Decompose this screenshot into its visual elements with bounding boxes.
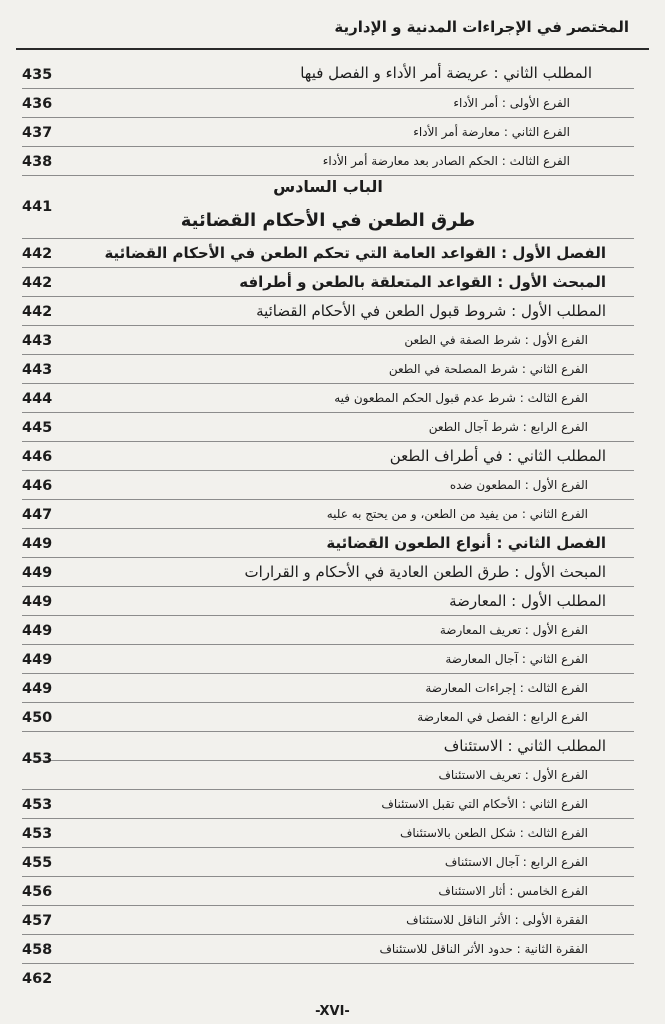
toc-row	[22, 674, 634, 703]
toc-row	[22, 558, 634, 587]
toc-page-number: 462	[22, 971, 53, 987]
toc-page-number: 458	[22, 942, 53, 958]
toc-row	[22, 935, 634, 964]
toc-entry-label: الفرع الأول : المطعون ضده	[449, 478, 588, 492]
toc-row	[22, 118, 634, 147]
toc-row	[22, 964, 634, 992]
toc-row	[22, 384, 634, 413]
toc-entry-label: الفرع الأولى : أمر الأداء	[453, 96, 570, 110]
toc-row	[22, 326, 634, 355]
toc-entry-label: الفرع الثاني : من يفيد من الطعن، و من يحتج به عليه	[326, 507, 588, 521]
toc-page-number: 453	[22, 751, 53, 767]
toc-page-number: 441	[22, 199, 53, 215]
toc-row	[22, 819, 634, 848]
toc-entry-label: المبحث الأول : طرق الطعن العادية في الأحكام و القرارات	[244, 563, 606, 581]
toc-entry-label: الفرع الخامس : أثار الاستئناف	[438, 884, 588, 898]
toc-page-number: 446	[22, 478, 53, 494]
toc-row	[22, 89, 634, 118]
toc-page-number: 443	[22, 362, 53, 378]
toc-page-number: 442	[22, 246, 53, 262]
toc-row	[22, 147, 634, 176]
toc-page-number: 453	[22, 797, 53, 813]
toc-page-number: 449	[22, 594, 53, 610]
toc-page-number: 446	[22, 449, 53, 465]
toc-page-number: 436	[22, 96, 53, 112]
toc-page-number: 447	[22, 507, 53, 523]
toc-row	[22, 297, 634, 326]
toc-entry-label: الفرع الأول : تعريف الاستئناف	[438, 768, 588, 782]
toc-entry-label: الفرع الرابع : شرط آجال الطعن	[428, 420, 588, 434]
part-heading: الباب السادس	[273, 177, 383, 196]
toc-row	[22, 198, 634, 239]
toc-entry-label: المطلب الثاني : في أطراف الطعن	[389, 447, 606, 465]
toc-entry-label: المطلب الأول : شروط قبول الطعن في الأحكام القضائية	[256, 302, 606, 320]
toc-entry-label: الفقرة الأولى : الأثر الناقل للاستئناف	[406, 913, 588, 927]
page-marker: -XVI-	[315, 1004, 350, 1019]
toc-page-number: 450	[22, 710, 53, 726]
toc-page-number: 457	[22, 913, 53, 929]
toc-row	[22, 587, 634, 616]
toc-page-number: 445	[22, 420, 53, 436]
toc-row	[22, 616, 634, 645]
part-heading-row	[22, 176, 634, 198]
toc-row	[22, 761, 634, 790]
toc-row	[22, 58, 634, 89]
toc-row	[22, 268, 634, 297]
table-of-contents	[22, 58, 634, 992]
toc-row	[22, 906, 634, 935]
toc-row	[22, 529, 634, 558]
toc-entry-label: الفرع الأول : شرط الصفة في الطعن	[404, 333, 588, 347]
toc-page-number: 442	[22, 304, 53, 320]
toc-row	[22, 500, 634, 529]
toc-page-number: 443	[22, 333, 53, 349]
toc-entry-label: الفصل الثاني : أنواع الطعون القضائية	[326, 534, 606, 552]
toc-entry-label: المبحث الأول : القواعد المتعلقة بالطعن و أطرافه	[239, 273, 606, 291]
toc-row	[22, 413, 634, 442]
toc-page-number: 449	[22, 536, 53, 552]
toc-entry-label: المطلب الثاني : عريضة أمر الأداء و الفصل فيها	[300, 64, 592, 82]
toc-entry-label: المطلب الثاني : الاستئناف	[443, 737, 606, 755]
toc-entry-label: الفصل الأول : القواعد العامة التي تحكم الطعن في الأحكام القضائية	[104, 244, 606, 262]
running-header	[16, 8, 649, 50]
toc-row	[22, 471, 634, 500]
toc-entry-label: الفرع الأول : تعريف المعارضة	[439, 623, 588, 637]
toc-entry-label: الفرع الثالث : شكل الطعن بالاستئناف	[399, 826, 588, 840]
book-title: المختصر في الإجراءات المدنية و الإدارية	[334, 18, 629, 36]
toc-row	[22, 239, 634, 268]
toc-row	[22, 645, 634, 674]
toc-row	[22, 790, 634, 819]
toc-entry-label: الفرع الثالث : الحكم الصادر بعد معارضة أمر الأداء	[322, 154, 570, 168]
toc-page-number: 435	[22, 67, 53, 83]
toc-entry-label: الفرع الثاني : آجال المعارضة	[445, 652, 588, 666]
toc-row	[22, 848, 634, 877]
toc-row	[22, 442, 634, 471]
part-title: طرق الطعن في الأحكام القضائية	[180, 210, 476, 231]
toc-page-number: 438	[22, 154, 53, 170]
toc-page-number: 455	[22, 855, 53, 871]
toc-page-number: 449	[22, 565, 53, 581]
toc-page-number: 456	[22, 884, 53, 900]
toc-page-number: 442	[22, 275, 53, 291]
toc-entry-label: الفرع الثالث : شرط عدم قبول الحكم المطعون فيه	[334, 391, 588, 405]
toc-entry-label: الفرع الرابع : الفصل في المعارضة	[417, 710, 588, 724]
toc-entry-label: الفرع الرابع : آجال الاستئناف	[444, 855, 588, 869]
toc-page-number: 449	[22, 623, 53, 639]
toc-row	[22, 703, 634, 732]
toc-entry-label: الفرع الثاني : معارضة أمر الأداء	[413, 125, 570, 139]
toc-entry-label: الفرع الثالث : إجراءات المعارضة	[425, 681, 588, 695]
toc-row	[22, 732, 634, 767]
toc-page-number: 449	[22, 681, 53, 697]
toc-entry-label: المطلب الأول : المعارضة	[449, 592, 606, 610]
toc-page-number: 437	[22, 125, 53, 141]
toc-page-number: 449	[22, 652, 53, 668]
toc-entry-label: الفرع الثاني : شرط المصلحة في الطعن	[388, 362, 588, 376]
toc-entry-label: الفقرة الثانية : حدود الأثر الناقل للاستئناف	[379, 942, 588, 956]
toc-row	[22, 355, 634, 384]
toc-entry-label: الفرع الثاني : الأحكام التي تقبل الاستئناف	[381, 797, 588, 811]
toc-page-number: 453	[22, 826, 53, 842]
toc-row	[22, 877, 634, 906]
toc-page-number: 444	[22, 391, 53, 407]
